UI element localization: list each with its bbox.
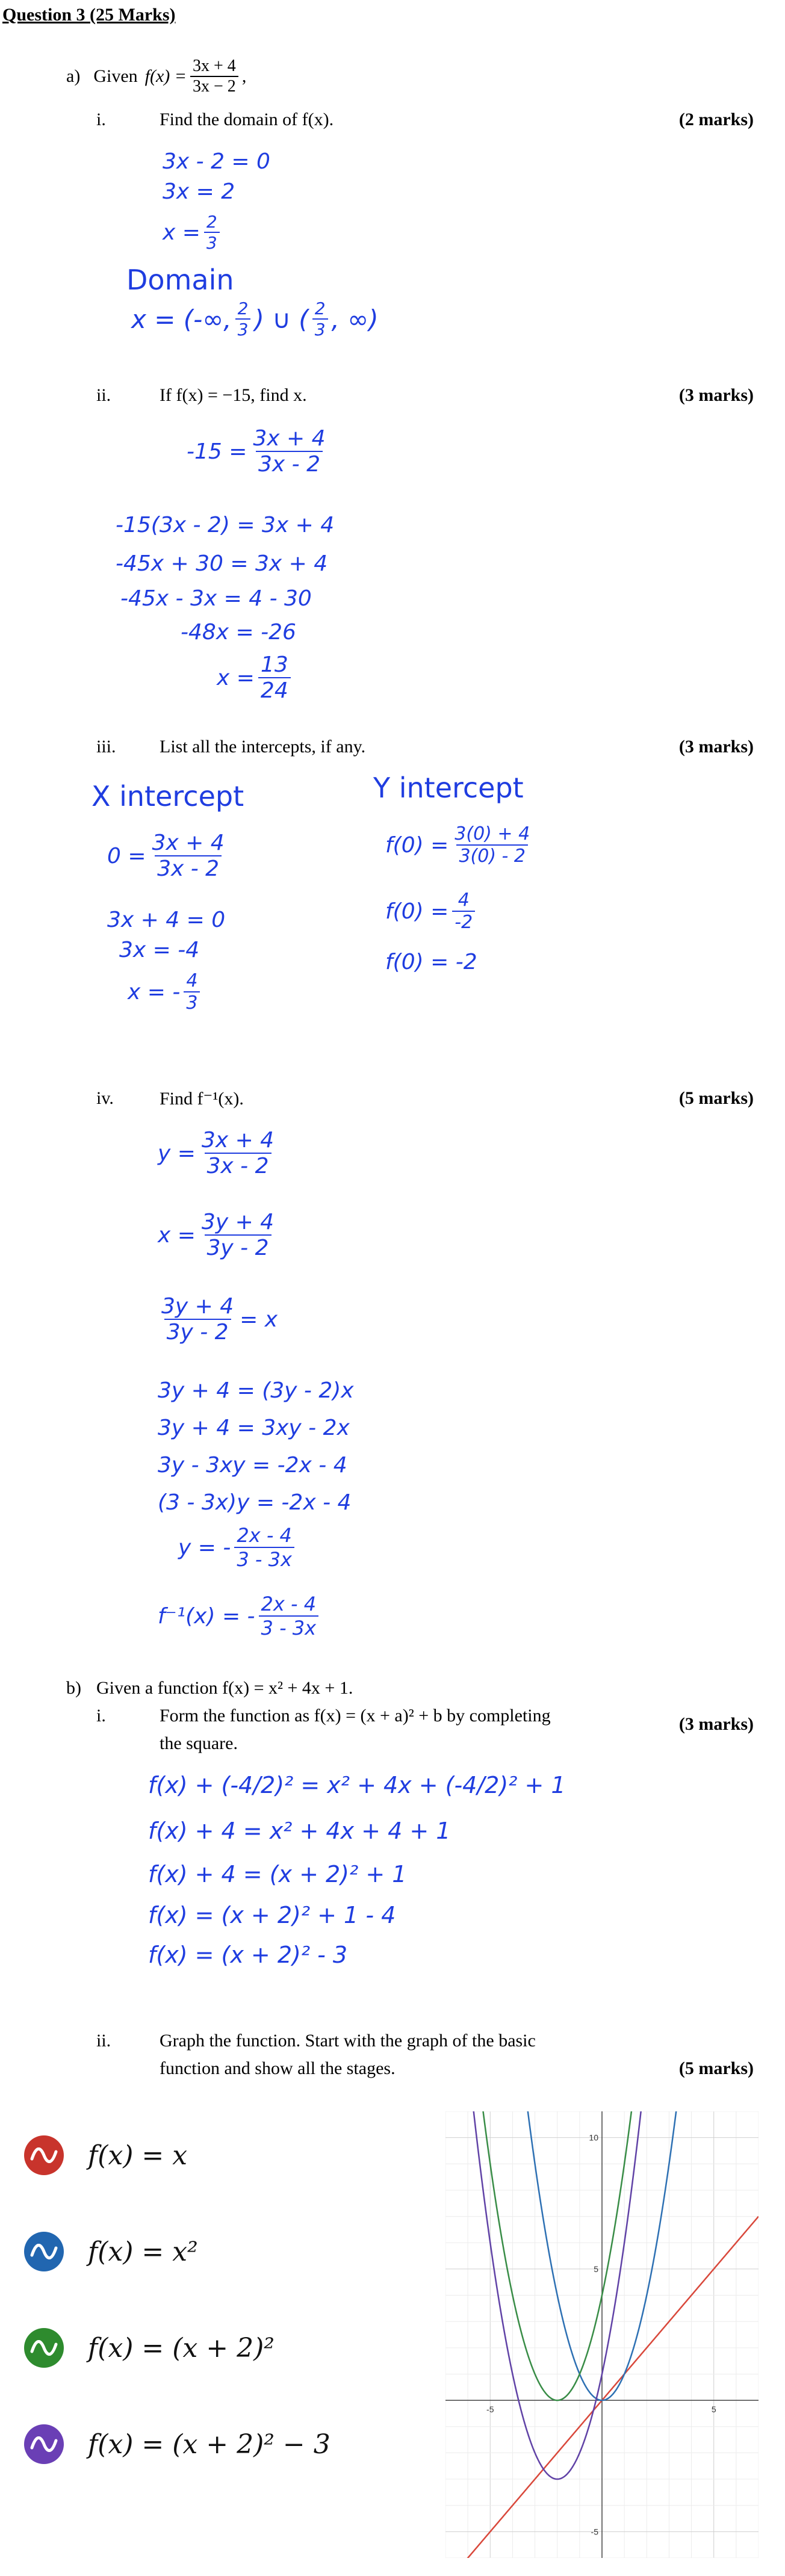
x-tick-label: 5 <box>711 2404 716 2415</box>
frac-num: 2 <box>314 299 326 318</box>
frac-den: 3 <box>204 232 220 253</box>
part-b-given: Given a function f(x) = x² + 4x + 1. <box>96 1678 353 1698</box>
a-i-work-2: 3x = 2 <box>163 179 235 204</box>
a-iv-s1 <box>158 1128 280 1178</box>
x-intercept-label: X intercept <box>92 780 244 813</box>
b-ii-text-1: Graph the function. Start with the graph of the basic <box>160 2031 536 2051</box>
y-int-eq-2 <box>385 890 479 933</box>
eq-frac <box>234 1524 294 1571</box>
given-func: f(x) = <box>144 66 187 86</box>
legend-eq-2: f(x) = x² <box>88 2236 198 2267</box>
frac-num: 3x + 4 <box>201 1128 275 1153</box>
domain-frac-2 <box>312 299 328 339</box>
legend-eq-3: f(x) = (x + 2)² <box>88 2332 275 2364</box>
a-iv-s3 <box>155 1294 278 1345</box>
a-iv-text: Find f⁻¹(x). <box>160 1089 244 1109</box>
frac-num: 2 <box>206 212 217 232</box>
x-int-eq <box>107 831 231 881</box>
a-ii-marks: (3 marks) <box>678 385 754 405</box>
a-ii-step-3: -45x - 3x = 4 - 30 <box>120 586 312 611</box>
b-i-step-5: f(x) = (x + 2)² - 3 <box>148 1942 348 1968</box>
domain-frac-1 <box>235 299 251 339</box>
b-i-text-2: the square. <box>160 1733 238 1753</box>
given-fraction <box>190 57 238 96</box>
frac-den: 3 <box>312 318 328 339</box>
a-iv-num: iv. <box>96 1088 114 1108</box>
part-b-label: b) <box>66 1678 81 1698</box>
a-i-work-3-left: x = <box>163 220 200 245</box>
a-i-num: i. <box>96 110 106 129</box>
a-iv-step-7: (3 - 3x)y = -2x - 4 <box>158 1490 352 1515</box>
a-ii-text: If f(x) = −15, find x. <box>160 385 307 405</box>
a-iv-step-4: 3y + 4 = (3y - 2)x <box>158 1378 354 1403</box>
b-i-num: i. <box>96 1706 106 1726</box>
legend-row-3 <box>24 2328 275 2368</box>
eq-left: x = <box>158 1222 196 1248</box>
frac-num: 3x + 4 <box>253 426 326 451</box>
final-frac <box>184 970 200 1014</box>
a-iv-step-6: 3y - 3xy = -2x - 4 <box>158 1453 347 1478</box>
frac-den: 3y - 2 <box>164 1319 231 1345</box>
eq-frac <box>250 426 327 477</box>
frac-den: -2 <box>452 911 475 933</box>
eq-left: f⁻¹(x) = - <box>158 1603 255 1629</box>
function-graph <box>445 2111 759 2558</box>
frac-num: 3y + 4 <box>201 1210 275 1234</box>
a-ii-num: ii. <box>96 385 111 405</box>
eq-left: f(0) = <box>385 832 449 858</box>
a-ii-final <box>217 652 294 703</box>
frac-num: 4 <box>458 890 470 911</box>
a-iii-marks: (3 marks) <box>678 737 754 757</box>
frac-num: 3(0) + 4 <box>455 823 530 844</box>
frac-den: 3 <box>235 318 251 339</box>
frac-den: 3y - 2 <box>205 1234 271 1260</box>
final-left: x = - <box>128 979 181 1005</box>
x-int-step-1: 3x + 4 = 0 <box>107 908 226 932</box>
given-num: 3x + 4 <box>193 57 236 75</box>
given-den: 3x − 2 <box>190 76 238 96</box>
a-i-work-3 <box>163 212 223 253</box>
frac-den: 3 - 3x <box>234 1547 294 1571</box>
frac-num: 2 <box>237 299 249 318</box>
wave-icon <box>24 2328 64 2368</box>
x-int-final <box>128 970 203 1014</box>
eq-left: y = - <box>178 1535 231 1560</box>
eq-right: = x <box>240 1307 278 1332</box>
a-i-work-1: 3x - 2 = 0 <box>163 149 270 174</box>
part-a-given <box>66 57 246 96</box>
a-iv-s9 <box>158 1593 322 1639</box>
frac-num: 2x - 4 <box>261 1593 317 1615</box>
b-ii-marks: (5 marks) <box>678 2058 754 2078</box>
given-prefix: Given <box>93 66 138 86</box>
legend-eq-4: f(x) = (x + 2)² − 3 <box>88 2429 330 2460</box>
frac-den: 3x - 2 <box>205 1153 271 1178</box>
b-i-marks: (3 marks) <box>678 1714 754 1734</box>
eq-frac <box>199 1210 276 1260</box>
y-int-eq-1 <box>385 823 536 867</box>
eq-left: 0 = <box>107 843 146 868</box>
a-iv-step-5: 3y + 4 = 3xy - 2x <box>158 1416 350 1440</box>
a-ii-step-1: -15(3x - 2) = 3x + 4 <box>116 513 335 537</box>
eq-frac <box>159 1294 236 1345</box>
a-ii-step-4: -48x = -26 <box>181 620 296 645</box>
legend-row-1 <box>24 2135 187 2175</box>
final-left: x = <box>217 665 255 690</box>
domain-answer <box>131 299 379 339</box>
b-i-step-2: f(x) + 4 = x² + 4x + 4 + 1 <box>148 1818 451 1844</box>
eq-left: -15 = <box>187 439 247 464</box>
y-tick-label: 5 <box>594 2264 598 2274</box>
question-title: Question 3 (25 Marks) <box>2 5 176 25</box>
eq-frac <box>199 1128 276 1178</box>
frac-den: 3 <box>184 991 200 1014</box>
frac-num: 4 <box>186 970 198 991</box>
y-tick-label: 10 <box>589 2132 598 2143</box>
eq-left: f(0) = <box>385 899 449 924</box>
frac-num: 13 <box>260 652 288 677</box>
b-i-step-1: f(x) + (-4/2)² = x² + 4x + (-4/2)² + 1 <box>148 1772 566 1798</box>
a-iv-s8 <box>178 1524 298 1571</box>
wave-icon <box>24 2424 64 2464</box>
a-iii-text: List all the intercepts, if any. <box>160 737 366 757</box>
b-i-text-1: Form the function as f(x) = (x + a)² + b by completing <box>160 1706 551 1726</box>
eq-frac <box>452 890 475 933</box>
b-i-step-4: f(x) = (x + 2)² + 1 - 4 <box>148 1902 396 1928</box>
b-ii-text-2: function and show all the stages. <box>160 2058 396 2078</box>
a-ii-eq <box>187 426 332 477</box>
legend-eq-1: f(x) = x <box>88 2140 188 2171</box>
final-frac <box>258 652 291 703</box>
a-iv-marks: (5 marks) <box>678 1088 754 1108</box>
a-iv-s2 <box>158 1210 280 1260</box>
x-int-step-2: 3x = -4 <box>119 938 200 962</box>
frac-den: 24 <box>258 677 291 703</box>
eq-frac <box>150 831 227 881</box>
frac-num: 3y + 4 <box>161 1294 234 1319</box>
wave-icon <box>24 2232 64 2271</box>
y-tick-label: -5 <box>591 2527 598 2537</box>
given-suffix: , <box>241 66 247 86</box>
legend-row-2 <box>24 2232 198 2271</box>
eq-frac <box>259 1593 319 1639</box>
a-iii-num: iii. <box>96 737 116 757</box>
part-a-label: a) <box>66 66 81 86</box>
frac-num: 3x + 4 <box>152 831 225 855</box>
legend-row-4 <box>24 2424 330 2464</box>
domain-label: Domain <box>126 264 234 296</box>
frac-den: 3(0) - 2 <box>456 844 528 867</box>
a-ii-step-2: -45x + 30 = 3x + 4 <box>116 551 328 576</box>
b-ii-num: ii. <box>96 2031 111 2051</box>
eq-frac <box>452 823 532 867</box>
y-intercept-label: Y intercept <box>373 772 524 804</box>
frac-num: 2x - 4 <box>237 1524 292 1547</box>
frac-den: 3x - 2 <box>155 855 222 881</box>
a-i-text: Find the domain of f(x). <box>160 110 334 129</box>
eq-left: y = <box>158 1141 196 1166</box>
domain-answer-prefix: x = (-∞, <box>131 304 232 334</box>
x-tick-label: -5 <box>486 2404 494 2415</box>
domain-answer-suffix: , ∞) <box>331 304 379 334</box>
b-i-step-3: f(x) + 4 = (x + 2)² + 1 <box>148 1861 407 1887</box>
domain-answer-mid: ) ∪ ( <box>254 304 309 334</box>
wave-icon <box>24 2135 64 2175</box>
frac-den: 3 - 3x <box>259 1615 319 1639</box>
a-i-work-3-frac <box>204 212 220 253</box>
a-i-marks: (2 marks) <box>678 110 754 129</box>
y-int-eq-3: f(0) = -2 <box>385 950 477 974</box>
frac-den: 3x - 2 <box>256 451 323 477</box>
